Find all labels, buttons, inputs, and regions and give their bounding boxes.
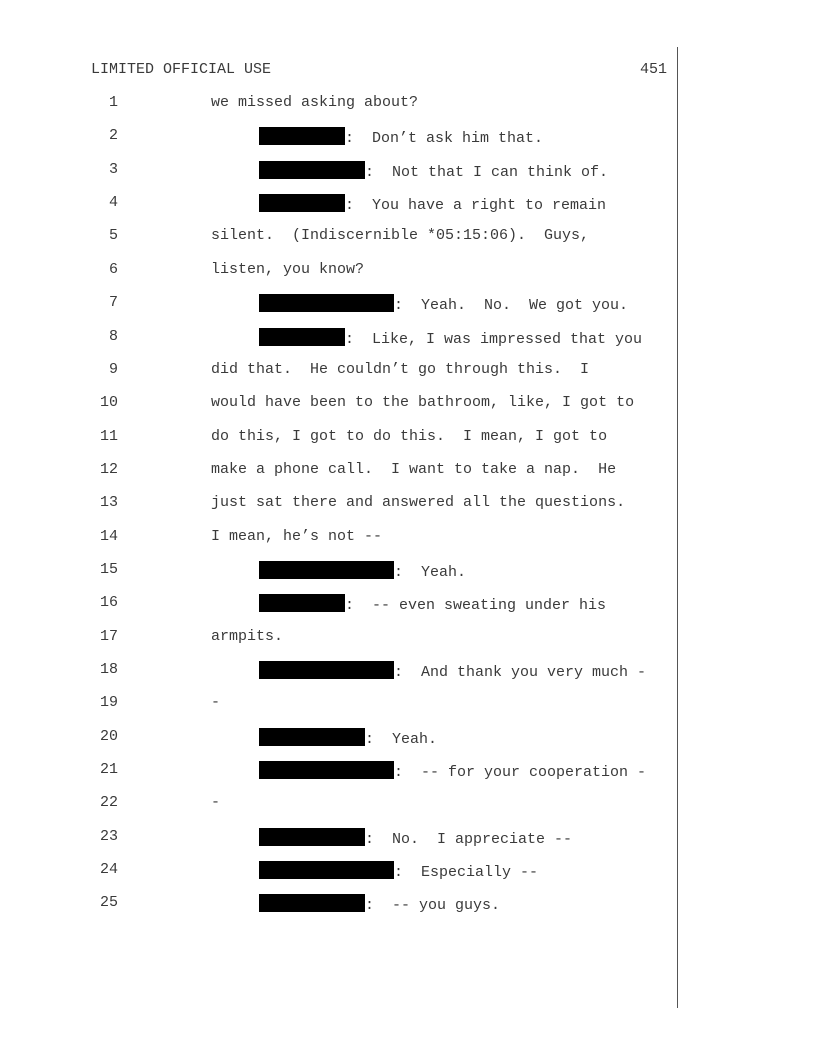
speaker-line [259, 194, 606, 214]
transcript-line [0, 694, 816, 716]
redaction-bar [259, 594, 345, 612]
continuation-line [211, 694, 220, 711]
transcript-line [0, 828, 816, 850]
speaker-line [259, 861, 538, 881]
speaker-line [259, 294, 628, 314]
redaction-bar [259, 661, 394, 679]
transcript-line [0, 361, 816, 383]
speaker-line [259, 828, 572, 848]
line-text: : Like, I was impressed that you [345, 330, 643, 348]
redaction-bar [259, 761, 394, 779]
line-text: armpits. [211, 627, 284, 645]
line-number: 23 [99, 827, 118, 845]
continuation-line [211, 361, 589, 378]
line-text: silent. (Indiscernible *05:15:06). Guys, [211, 227, 590, 245]
redaction-bar [259, 828, 365, 846]
speaker-line [259, 328, 642, 348]
continuation-line [211, 261, 364, 278]
line-number: 10 [99, 394, 118, 412]
line-text: listen, you know? [211, 260, 365, 278]
speaker-line [259, 161, 608, 181]
transcript-line [0, 227, 816, 249]
line-number: 15 [99, 560, 118, 578]
continuation-line [211, 227, 589, 244]
line-text: : Yeah. [394, 563, 467, 581]
transcript-line [0, 328, 816, 350]
redaction-bar [259, 861, 394, 879]
line-text: : -- even sweating under his [345, 597, 607, 615]
speaker-line [259, 894, 500, 914]
redaction-bar [259, 194, 345, 212]
line-number: 9 [108, 360, 118, 378]
page-number: 451 [640, 61, 668, 78]
line-number: 20 [99, 727, 118, 745]
line-text: just sat there and answered all the questions. [211, 494, 626, 512]
continuation-line [211, 528, 382, 545]
line-number: 3 [108, 160, 118, 178]
redaction-bar [259, 728, 365, 746]
line-number: 5 [108, 227, 118, 245]
line-text: did that. He couldn’t go through this. I [211, 360, 590, 378]
transcript-line [0, 594, 816, 616]
transcript-line [0, 94, 816, 116]
transcript-line [0, 494, 816, 516]
continuation-line [211, 494, 625, 511]
line-text: : -- you guys. [365, 897, 501, 915]
transcript-line [0, 661, 816, 683]
line-text: would have been to the bathroom, like, I got to [211, 394, 635, 412]
transcript-line [0, 794, 816, 816]
line-number: 8 [108, 327, 118, 345]
transcript-line [0, 461, 816, 483]
speaker-line [259, 728, 437, 748]
line-text: : No. I appreciate -- [365, 830, 573, 848]
line-number: 13 [99, 494, 118, 512]
line-number: 7 [108, 294, 118, 312]
transcript-line [0, 528, 816, 550]
line-number: 2 [108, 127, 118, 145]
transcript-line [0, 394, 816, 416]
transcript-line [0, 428, 816, 450]
line-number: 19 [99, 694, 118, 712]
transcript-line [0, 561, 816, 583]
line-text: make a phone call. I want to take a nap. He [211, 460, 617, 478]
line-text: : Yeah. [365, 730, 438, 748]
continuation-line [211, 428, 607, 445]
redaction-bar [259, 161, 365, 179]
classification-header: LIMITED OFFICIAL USE [91, 61, 272, 78]
transcript-line [0, 861, 816, 883]
line-number: 11 [99, 427, 118, 445]
line-number: 1 [108, 94, 118, 111]
line-text: : Especially -- [394, 864, 539, 882]
transcript-line [0, 194, 816, 216]
redaction-bar [259, 127, 345, 145]
transcript-line [0, 261, 816, 283]
transcript-line [0, 894, 816, 916]
speaker-line [259, 127, 543, 147]
line-text: I mean, he’s not -- [211, 527, 383, 545]
speaker-line [259, 594, 606, 614]
line-number: 4 [108, 194, 118, 212]
redaction-bar [259, 894, 365, 912]
line-number: 16 [99, 594, 118, 612]
line-text: : Yeah. No. We got you. [394, 297, 629, 315]
line-text: we missed asking about? [211, 94, 419, 111]
redaction-bar [259, 328, 345, 346]
line-text: : Don’t ask him that. [345, 130, 544, 148]
line-number: 14 [99, 527, 118, 545]
line-number: 24 [99, 861, 118, 879]
speaker-line [259, 661, 646, 681]
transcript-line [0, 161, 816, 183]
line-number: 21 [99, 761, 118, 778]
continuation-line [211, 461, 616, 478]
speaker-line [259, 561, 466, 581]
line-number: 25 [99, 894, 118, 912]
line-number: 6 [108, 260, 118, 278]
transcript-line [0, 761, 816, 783]
line-text: : And thank you very much - [394, 664, 647, 681]
line-text: : You have a right to remain [345, 197, 607, 215]
transcript-line [0, 728, 816, 750]
transcript-line [0, 127, 816, 149]
continuation-line [211, 794, 220, 811]
transcript-line [0, 294, 816, 316]
line-number: 12 [99, 460, 118, 478]
line-text: - [211, 794, 221, 812]
continuation-line [211, 94, 418, 111]
transcript-line [0, 628, 816, 650]
continuation-line [211, 394, 634, 411]
speaker-line [259, 761, 646, 781]
continuation-line [211, 628, 283, 645]
redaction-bar [259, 294, 394, 312]
line-number: 17 [99, 627, 118, 645]
redaction-bar [259, 561, 394, 579]
line-text: : Not that I can think of. [365, 163, 609, 181]
line-number: 18 [99, 661, 118, 678]
line-text: do this, I got to do this. I mean, I got to [211, 427, 608, 445]
line-text: : -- for your cooperation - [394, 764, 647, 781]
line-number: 22 [99, 794, 118, 812]
line-text: - [211, 694, 221, 712]
